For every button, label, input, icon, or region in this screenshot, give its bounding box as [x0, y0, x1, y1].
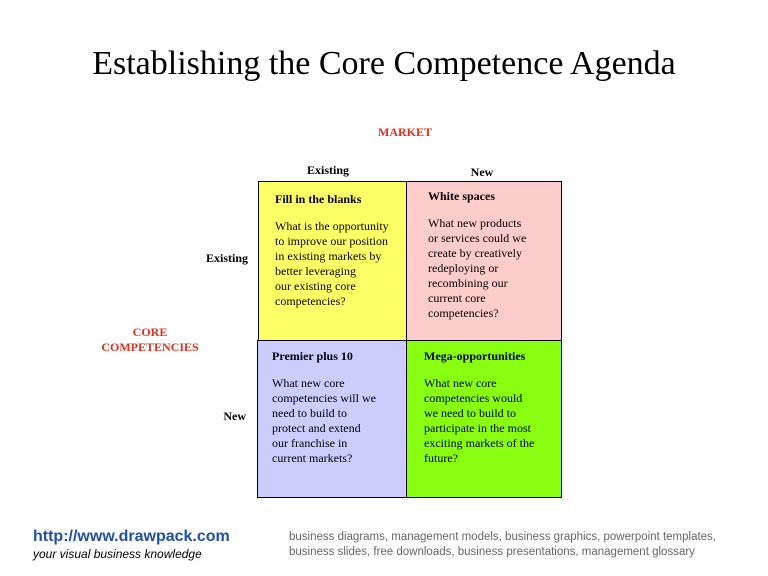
quadrant-title: Mega-opportunities [424, 349, 526, 363]
footer-website-link[interactable]: http://www.drawpack.com [33, 528, 230, 545]
core-competencies-axis-label: CORE COMPETENCIES [101, 325, 199, 354]
quadrant-title: Fill in the blanks [275, 192, 362, 206]
quadrant-description: What new core competencies will we need to build to protect and extend our franchise in current markets? [272, 376, 376, 465]
quadrant-white-spaces [406, 181, 562, 341]
quadrant-fill-in-the-blanks [258, 181, 407, 341]
quadrant-title: White spaces [428, 189, 495, 203]
core-existing-label: Existing [205, 251, 248, 265]
market-existing-label: Existing [306, 163, 349, 177]
quadrant-description: What is the opportunity to improve our position in existing markets by better leveraging our existing core competencies? [275, 219, 389, 308]
footer-tagline: your visual business knowledge [33, 547, 202, 561]
quadrant-description: What new products or services could we create by creatively redeploying or recombining our current core competencies? [428, 216, 527, 320]
page-title: Establishing the Core Competence Agenda [92, 45, 676, 82]
market-axis-label: MARKET [378, 125, 432, 139]
quadrant-description: What new core competencies would we need to build to participate in the most exciting markets of the future? [424, 376, 535, 465]
quadrant-mega-opportunities [406, 340, 562, 498]
quadrant-title: Premier plus 10 [272, 349, 353, 363]
market-new-label: New [470, 165, 494, 179]
core-new-label: New [223, 409, 246, 423]
quadrant-premier-plus-10 [257, 340, 407, 498]
footer-keywords: business diagrams, management models, business graphics, powerpoint templates, business slides, free downloads, business presentations, management glossary [289, 531, 716, 558]
